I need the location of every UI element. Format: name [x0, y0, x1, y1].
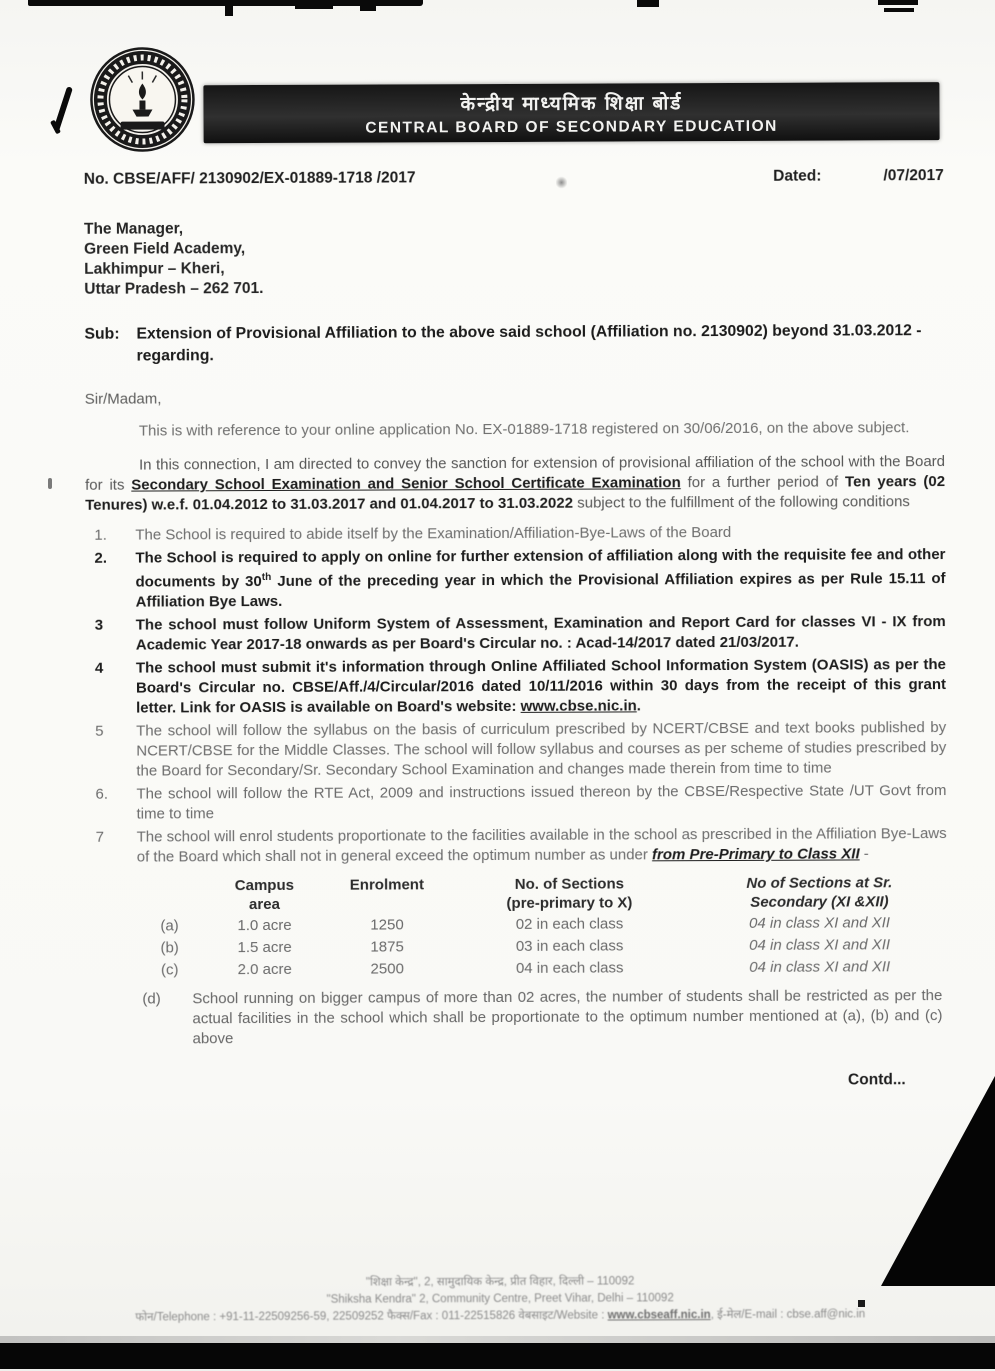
footer-website-url: www.cbseaff.nic.in: [608, 1309, 711, 1321]
row-label: (a): [142, 915, 197, 937]
condition-number: 2.: [85, 549, 135, 613]
board-name-english: CENTRAL BOARD OF SECONDARY EDUCATION: [204, 117, 940, 138]
footer-contact-text: , ई-मेल/E-mail : cbse.aff@nic.in: [711, 1308, 866, 1321]
cbse-website-url: www.cbse.nic.in: [521, 697, 637, 715]
board-name-banner: [203, 82, 939, 143]
enrolment-value: 2500: [332, 958, 442, 980]
recipient-line-3: Lakhimpur – Kheri,: [84, 256, 944, 280]
enrolment-header: Enrolment: [332, 874, 442, 914]
paragraph-sanction-text: subject to the fulfillment of the following conditions: [573, 493, 910, 511]
sr-sections-value: 04 in class XI and XII: [697, 912, 942, 935]
scan-artifact-bottom-smear: [0, 1336, 995, 1343]
dated-label: Dated:: [773, 168, 821, 185]
sections-header: No. of Sections (pre-primary to X): [442, 873, 697, 914]
campus-area-value: 2.0 acre: [197, 959, 332, 982]
condition-number: 6.: [86, 785, 136, 825]
condition-number: 3: [86, 616, 136, 656]
campus-area-header: Campus area: [197, 875, 332, 916]
condition-number: 4: [86, 659, 136, 719]
paragraph-reference: This is with reference to your online application No. EX-01889-1718 registered on 30/06/2016, on the above subject.: [85, 418, 945, 442]
condition-text: The school must follow Uniform System of Assessment, Examination and Report Card for classes VI - IX from Academic Year 2017-18 onwards as per Board's Circular no. : Acad-14/2017 dated 21/03/2017.: [136, 612, 946, 656]
footer-address-hindi: "शिक्षा केन्द्र", 2, सामुदायिक केन्द्र, प्रीत विहार, दिल्ली – 110092: [3, 1272, 995, 1293]
table-row: [142, 956, 942, 981]
condition-text: The School is required to abide itself by the Examination/Affiliation-Bye-Laws of the Board: [135, 522, 945, 546]
continued-marker: Contd...: [88, 1070, 948, 1094]
recipient-line-4: Uttar Pradesh – 262 701.: [84, 276, 944, 300]
condition-number: 5: [86, 722, 136, 782]
capacity-table: [142, 872, 942, 981]
condition-item-2: [85, 545, 945, 613]
recipient-line-1: The Manager,: [84, 216, 944, 240]
table-note-d: [142, 986, 942, 1049]
condition-text-segment: .: [637, 697, 641, 714]
row-label: (c): [142, 959, 197, 981]
condition-item-6: [86, 781, 946, 825]
class-range-emphasis: from Pre-Primary to Class XII: [652, 845, 860, 863]
subject-text: Extension of Provisional Affiliation to the above said school (Affiliation no. 2130902) beyond 31.03.2012 - regarding.: [136, 320, 944, 368]
sr-sections-value: 04 in class XI and XII: [697, 956, 942, 979]
row-label-header: [142, 875, 197, 915]
condition-text: [136, 655, 946, 719]
ordinal-suffix: th: [262, 572, 272, 583]
scan-artifact-bottom-bar: [0, 1343, 995, 1369]
condition-text: [137, 824, 947, 868]
sections-value: 04 in each class: [442, 957, 697, 980]
campus-area-value: 1.0 acre: [197, 915, 332, 938]
condition-text: The school will follow the syllabus on the basis of curriculum prescribed by NCERT/CBSE and text books published by NCERT/CBSE for the Middle Classes. The school will follow syllabus and courses as per scheme of studies prescribed by the Board for Secondary/Sr. Secondary School Examination and changes made therein from time to time: [136, 718, 946, 782]
cbse-logo: [87, 43, 197, 157]
condition-text-segment: The School is required to apply on online for further extension of affiliation along with the requisite fee and other documents by 30: [135, 546, 945, 591]
condition-item-3: [86, 612, 946, 656]
condition-item-7: [87, 824, 947, 868]
condition-number: 1.: [85, 526, 135, 546]
note-text: School running on bigger campus of more than 02 acres, the number of students shall be restricted as per the actual facilities in the school which shall be proportionate to the optimum number mentioned at (a), (b) and (c) above: [192, 986, 942, 1049]
note-label: (d): [142, 989, 192, 1049]
conditions-list: [85, 522, 946, 868]
board-name-hindi: केन्द्रीय माध्यमिक शिक्षा बोर्ड: [203, 88, 939, 117]
footer-contact-line: [3, 1306, 995, 1327]
reference-number: No. CBSE/AFF/ 2130902/EX-01889-1718 /2017: [84, 168, 416, 189]
salutation: Sir/Madam,: [85, 386, 945, 410]
capacity-table-header: [142, 872, 942, 915]
recipient-line-2: Green Field Academy,: [84, 236, 944, 260]
condition-text-segment: The school must submit it's information through Online Affiliated School Information System (OASIS) as per the Board's Circular no. CBSE/Aff./4/Circular/2016 dated 10/11/2016 within 30 days from the receipt of this grant letter. Link for OASIS is available on Board's website:: [136, 656, 946, 717]
recipient-address: [84, 216, 944, 300]
campus-area-value: 1.5 acre: [197, 937, 332, 960]
letter-body: [84, 166, 948, 1094]
letterhead: [85, 38, 948, 164]
letterhead-footer: [3, 1272, 995, 1327]
footer-address-english: "Shiksha Kendra" 2, Community Centre, Preet Vihar, Delhi – 110092: [3, 1289, 995, 1310]
enrolment-value: 1875: [332, 936, 442, 958]
condition-text-segment: The school will enrol students proportionate to the facilities available in the school as prescribed in the Affiliation Bye-Laws of the Board which shall not in general exceed the optimum number as under: [137, 825, 947, 866]
enrolment-value: 1250: [332, 914, 442, 936]
row-label: (b): [142, 937, 197, 959]
paragraph-sanction: [85, 452, 945, 516]
sections-value: 02 in each class: [442, 913, 697, 936]
dated: [773, 166, 944, 187]
paragraph-sanction-text: In this connection, I am directed to convey the sanction for extension of provisional affiliation of the school with the Board for its: [85, 453, 945, 494]
condition-item-4: [86, 655, 946, 719]
footer-contact-text: फोन/Telephone : +91-11-22509256-59, 22509252 फैक्स/Fax : 011-22515826 वेबसाइट/Website :: [135, 1310, 607, 1324]
cbse-emblem-icon: [87, 43, 197, 157]
exam-names-emphasis: Secondary School Examination and Senior School Certificate Examination: [131, 474, 681, 493]
condition-text-segment: -: [860, 845, 869, 862]
condition-item-5: [86, 718, 946, 782]
condition-text-segment: June of the preceding year in which the Provisional Affiliation expires as per Rule 15.11 of Affiliation Bye Laws.: [136, 570, 946, 611]
dated-value: /07/2017: [883, 166, 943, 186]
tenure-emphasis: Ten years (02 Tenures) w.e.f. 01.04.2012 to 31.03.2017 and 01.04.2017 to 31.03.2022: [85, 473, 945, 514]
reference-line: [84, 166, 944, 190]
sr-sections-header: No of Sections at Sr. Secondary (XI &XII): [697, 872, 942, 913]
sr-sections-value: 04 in class XI and XII: [697, 934, 942, 957]
subject-line: [84, 320, 944, 368]
condition-text: [135, 545, 945, 613]
condition-text: The school will follow the RTE Act, 2009 and instructions issued thereon by the CBSE/Respective State /UT Govt from time to time: [136, 781, 946, 825]
paragraph-sanction-text: for a further period of: [681, 473, 845, 491]
condition-item-1: [85, 522, 945, 546]
sections-value: 03 in each class: [442, 935, 697, 958]
condition-number: 7: [87, 828, 137, 868]
subject-label: Sub:: [84, 324, 136, 368]
